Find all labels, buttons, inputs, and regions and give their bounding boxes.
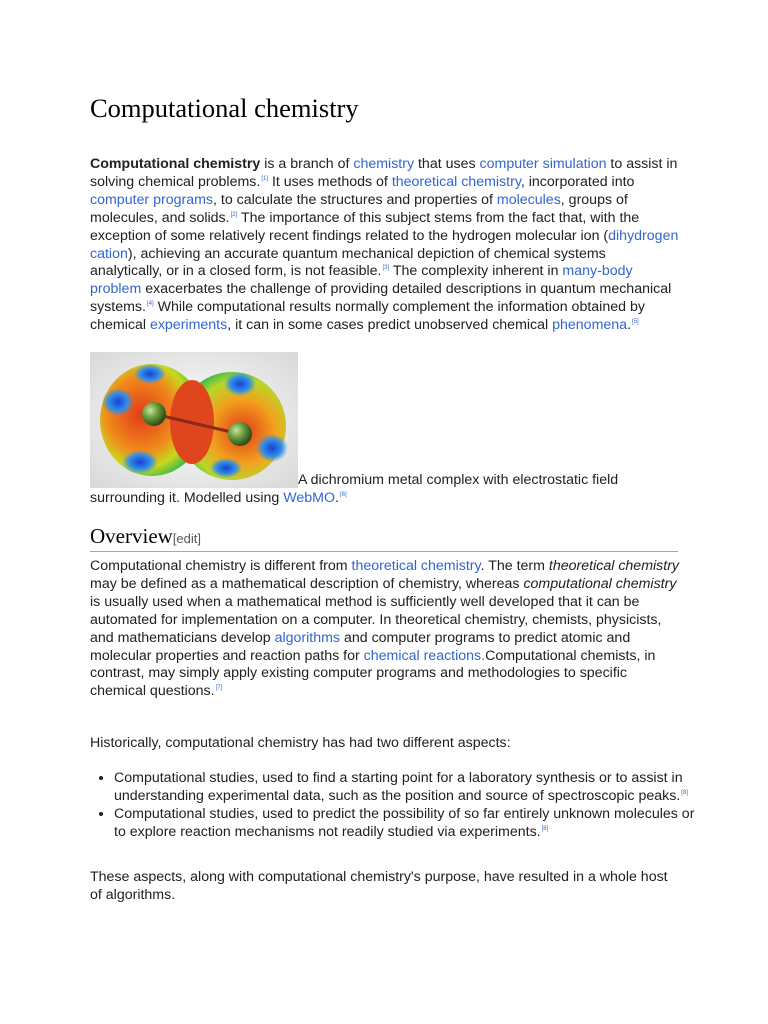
link-molecules[interactable]: molecules xyxy=(496,191,561,208)
citation-5[interactable]: [5] xyxy=(632,319,639,326)
section-heading-text: Overview xyxy=(90,524,173,548)
link-theoretical-chemistry[interactable]: theoretical chemistry xyxy=(391,173,521,190)
link-computer-programs[interactable]: computer programs xyxy=(90,191,214,208)
link-phenomena[interactable]: phenomena xyxy=(552,317,628,334)
overview-paragraph-2: Historically, computational chemistry has had two different aspects: xyxy=(90,735,511,751)
overview-text: Computational chemists, in contrast, may simply apply existing computer programs and methodologies to specific chemical questions. xyxy=(90,647,656,700)
list-item xyxy=(114,770,704,806)
intro-text: . xyxy=(627,317,632,334)
link-theoretical-chemistry-2[interactable]: theoretical chemistry xyxy=(351,558,481,574)
italic-term: theoretical chemistry xyxy=(548,558,680,574)
intro-text: , it can in some cases predict unobserved chemical xyxy=(227,317,553,334)
overview-text: . The term xyxy=(480,558,549,574)
intro-text: that uses xyxy=(414,156,480,172)
overview-text: Computational chemistry is different from xyxy=(90,558,352,574)
link-computer-simulation[interactable]: computer simulation xyxy=(479,156,607,172)
page-title: Computational chemistry xyxy=(90,93,359,123)
link-dihydrogen-cation[interactable]: dihydrogen cation xyxy=(90,227,679,262)
list-item-text: Computational studies, used to find a starting point for a laboratory synthesis or to assist in understanding experimental data, such as the position and source of spectroscopic peaks. xyxy=(114,770,683,804)
list-item xyxy=(114,806,704,842)
citation-4[interactable]: [4] xyxy=(146,301,154,308)
intro-text: , groups of molecules, and solids. xyxy=(90,191,628,226)
intro-text: to assist in solving chemical problems. xyxy=(90,156,678,190)
citation-8[interactable]: [8] xyxy=(681,789,688,796)
citation-7[interactable]: [7] xyxy=(215,685,223,692)
link-experiments[interactable]: experiments xyxy=(149,317,228,334)
intro-text: The complexity inherent in xyxy=(389,263,563,280)
figure xyxy=(90,352,680,506)
intro-paragraph xyxy=(90,156,680,335)
link-chemical-reactions[interactable]: chemical reactions. xyxy=(363,647,486,664)
overview-paragraph-1 xyxy=(90,558,680,701)
overview-paragraph-3: These aspects, along with computational chemistry's purpose, have resulted in a whole host of algorithms. xyxy=(90,869,668,903)
citation-6[interactable]: [6] xyxy=(339,491,347,498)
overview-text: is usually used when a mathematical method is sufficiently well developed that it can be automated for implementation on a computer. In theoretical chemistry, chemists, physicists, and mathematicians develop xyxy=(90,593,662,646)
figure-caption xyxy=(90,472,680,508)
intro-text: ), achieving an accurate quantum mechanical depiction of chemical systems analytically, or in a closed form, is not feasible. xyxy=(90,245,606,280)
citation-1[interactable]: [1] xyxy=(261,175,268,182)
caption-text: . xyxy=(335,489,339,506)
overview-text: and computer programs to predict atomic and molecular properties and reaction paths for xyxy=(90,629,631,664)
intro-text: The importance of this subject stems from the fact that, with the exception of some relatively recent findings related to the hydrogen molecular ion ( xyxy=(90,209,640,244)
intro-text: , to calculate the structures and properties of xyxy=(213,191,497,208)
edit-section-link[interactable]: [edit] xyxy=(172,531,201,546)
citation-3[interactable]: [3] xyxy=(382,265,390,272)
link-many-body-problem[interactable]: many-body problem xyxy=(90,263,633,298)
intro-text: While computational results normally complement the information obtained by chemical xyxy=(90,299,645,334)
dichromium-complex-image[interactable] xyxy=(90,352,298,488)
intro-text: exacerbates the challenge of providing detailed descriptions in quantum mechanical systems. xyxy=(90,281,672,316)
intro-text: It uses methods of xyxy=(268,173,392,190)
overview-text: may be defined as a mathematical description of chemistry, whereas xyxy=(90,575,524,592)
italic-term: computational chemistry xyxy=(523,575,677,592)
link-algorithms[interactable]: algorithms xyxy=(274,629,341,646)
aspects-list xyxy=(90,770,704,842)
caption-text: A dichromium metal complex with electrostatic field surrounding it. Modelled using xyxy=(90,472,619,506)
citation-8[interactable]: [8] xyxy=(541,825,549,832)
link-webmo[interactable]: WebMO xyxy=(283,489,336,506)
list-item-text: Computational studies, used to predict the possibility of so far entirely unknown molecules or to explore reaction mechanisms not readily studied via experiments. xyxy=(114,805,695,840)
intro-text: , incorporated into xyxy=(520,173,635,190)
intro-text: is a branch of xyxy=(260,156,354,172)
intro-bold-term: Computational chemistry xyxy=(90,156,261,172)
link-chemistry[interactable]: chemistry xyxy=(353,156,415,172)
citation-2[interactable]: [2] xyxy=(230,211,238,218)
section-heading-overview xyxy=(90,524,678,552)
